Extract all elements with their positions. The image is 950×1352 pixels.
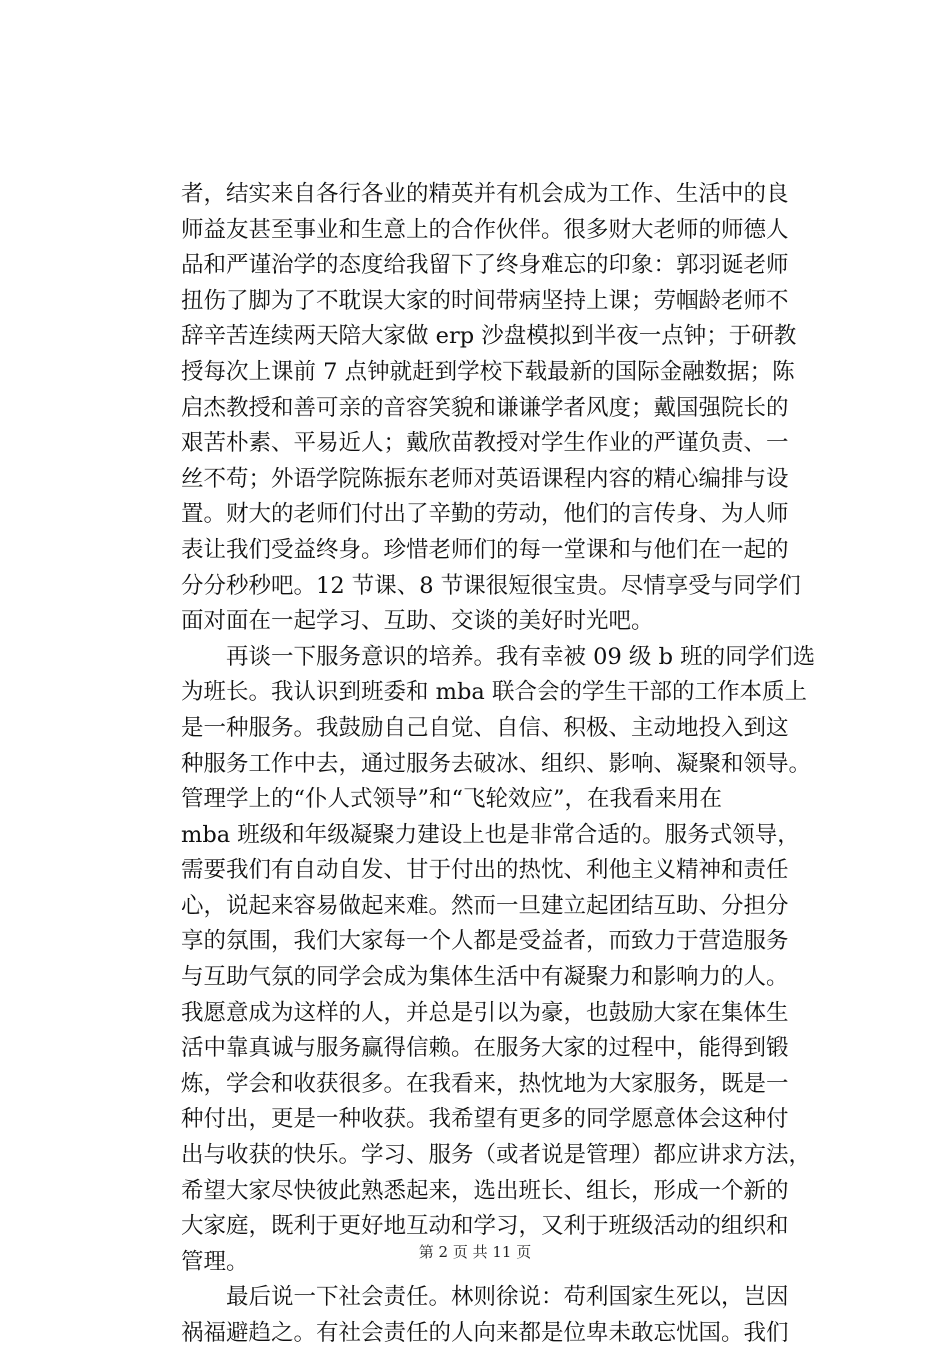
text-line: 者，结实来自各行各业的精英并有机会成为工作、生活中的良 — [181, 181, 789, 207]
text-line: 品和严谨治学的态度给我留下了终身难忘的印象：郭羽诞老师 — [181, 252, 789, 279]
text-line: 种付出，更是一种收获。我希望有更多的同学愿意体会这种付 — [181, 1106, 789, 1133]
text-line: 启杰教授和善可亲的音容笑貌和谦谦学者风度；戴国强院长的 — [181, 394, 789, 421]
text-line: 管理学上的“仆人式领导”和“飞轮效应”，在我看来用在 — [181, 786, 723, 813]
text-line: 最后说一下社会责任。林则徐说：苟利国家生死以，岂因 — [181, 1284, 789, 1311]
text-line: 种服务工作中去，通过服务去破冰、组织、影响、凝聚和领导。 — [181, 750, 812, 777]
text-line: 管理。 — [181, 1248, 249, 1275]
text-line: 扭伤了脚为了不耽误大家的时间带病坚持上课；劳帼龄老师不 — [181, 287, 789, 314]
text-line: 需要我们有自动自发、甘于付出的热忱、利他主义精神和责任 — [181, 857, 789, 884]
text-line: 是一种服务。我鼓励自己自觉、自信、积极、主动地投入到这 — [181, 714, 789, 741]
text-line: 置。财大的老师们付出了辛勤的劳动，他们的言传身、为人师 — [181, 501, 789, 528]
text-line: mba 班级和年级凝聚力建设上也是非常合适的。服务式领导， — [181, 821, 800, 848]
text-line: 丝不苟；外语学院陈振东老师对英语课程内容的精心编排与设 — [181, 465, 789, 492]
text-line: 授每次上课前 7 点钟就赶到学校下载最新的国际金融数据；陈 — [181, 358, 795, 385]
text-line: 享的氛围，我们大家每一个人都是受益者，而致力于营造服务 — [181, 928, 789, 955]
text-line: 辞辛苦连续两天陪大家做 erp 沙盘模拟到半夜一点钟；于研教 — [181, 323, 797, 350]
text-line: 大家庭，既利于更好地互动和学习，又利于班级活动的组织和 — [181, 1213, 789, 1240]
text-line: 艰苦朴素、平易近人；戴欣苗教授对学生作业的严谨负责、一 — [181, 430, 789, 457]
text-line: 祸福避趋之。有社会责任的人向来都是位卑未敢忘忧国。我们 — [181, 1320, 789, 1346]
text-line: 活中靠真诚与服务赢得信赖。在服务大家的过程中，能得到锻 — [181, 1035, 789, 1062]
body-text — [181, 177, 851, 1352]
text-line: 炼，学会和收获很多。在我看来，热忱地为大家服务，既是一 — [181, 1070, 789, 1097]
text-line: 面对面在一起学习、互助、交谈的美好时光吧。 — [181, 608, 654, 635]
text-line: 希望大家尽快彼此熟悉起来，选出班长、组长，形成一个新的 — [181, 1177, 789, 1204]
text-line: 心，说起来容易做起来难。然而一旦建立起团结互助、分担分 — [181, 892, 789, 919]
text-line: 表让我们受益终身。珍惜老师们的每一堂课和与他们在一起的 — [181, 536, 789, 563]
page-footer: 第 2 页 共 11 页 — [418, 1243, 532, 1261]
text-line: 分分秒秒吧。12 节课、8 节课很短很宝贵。尽情享受与同学们 — [181, 572, 801, 599]
text-line: 再谈一下服务意识的培养。我有幸被 09 级 b 班的同学们选 — [181, 643, 816, 670]
text-line: 出与收获的快乐。学习、服务（或者说是管理）都应讲求方法， — [181, 1142, 812, 1169]
text-line: 我愿意成为这样的人，并总是引以为豪，也鼓励大家在集体生 — [181, 999, 789, 1026]
text-line: 师益友甚至事业和生意上的合作伙伴。很多财大老师的师德人 — [181, 216, 789, 243]
text-line: 为班长。我认识到班委和 mba 联合会的学生干部的工作本质上 — [181, 679, 807, 706]
text-line: 与互助气氛的同学会成为集体生活中有凝聚力和影响力的人。 — [181, 964, 789, 991]
